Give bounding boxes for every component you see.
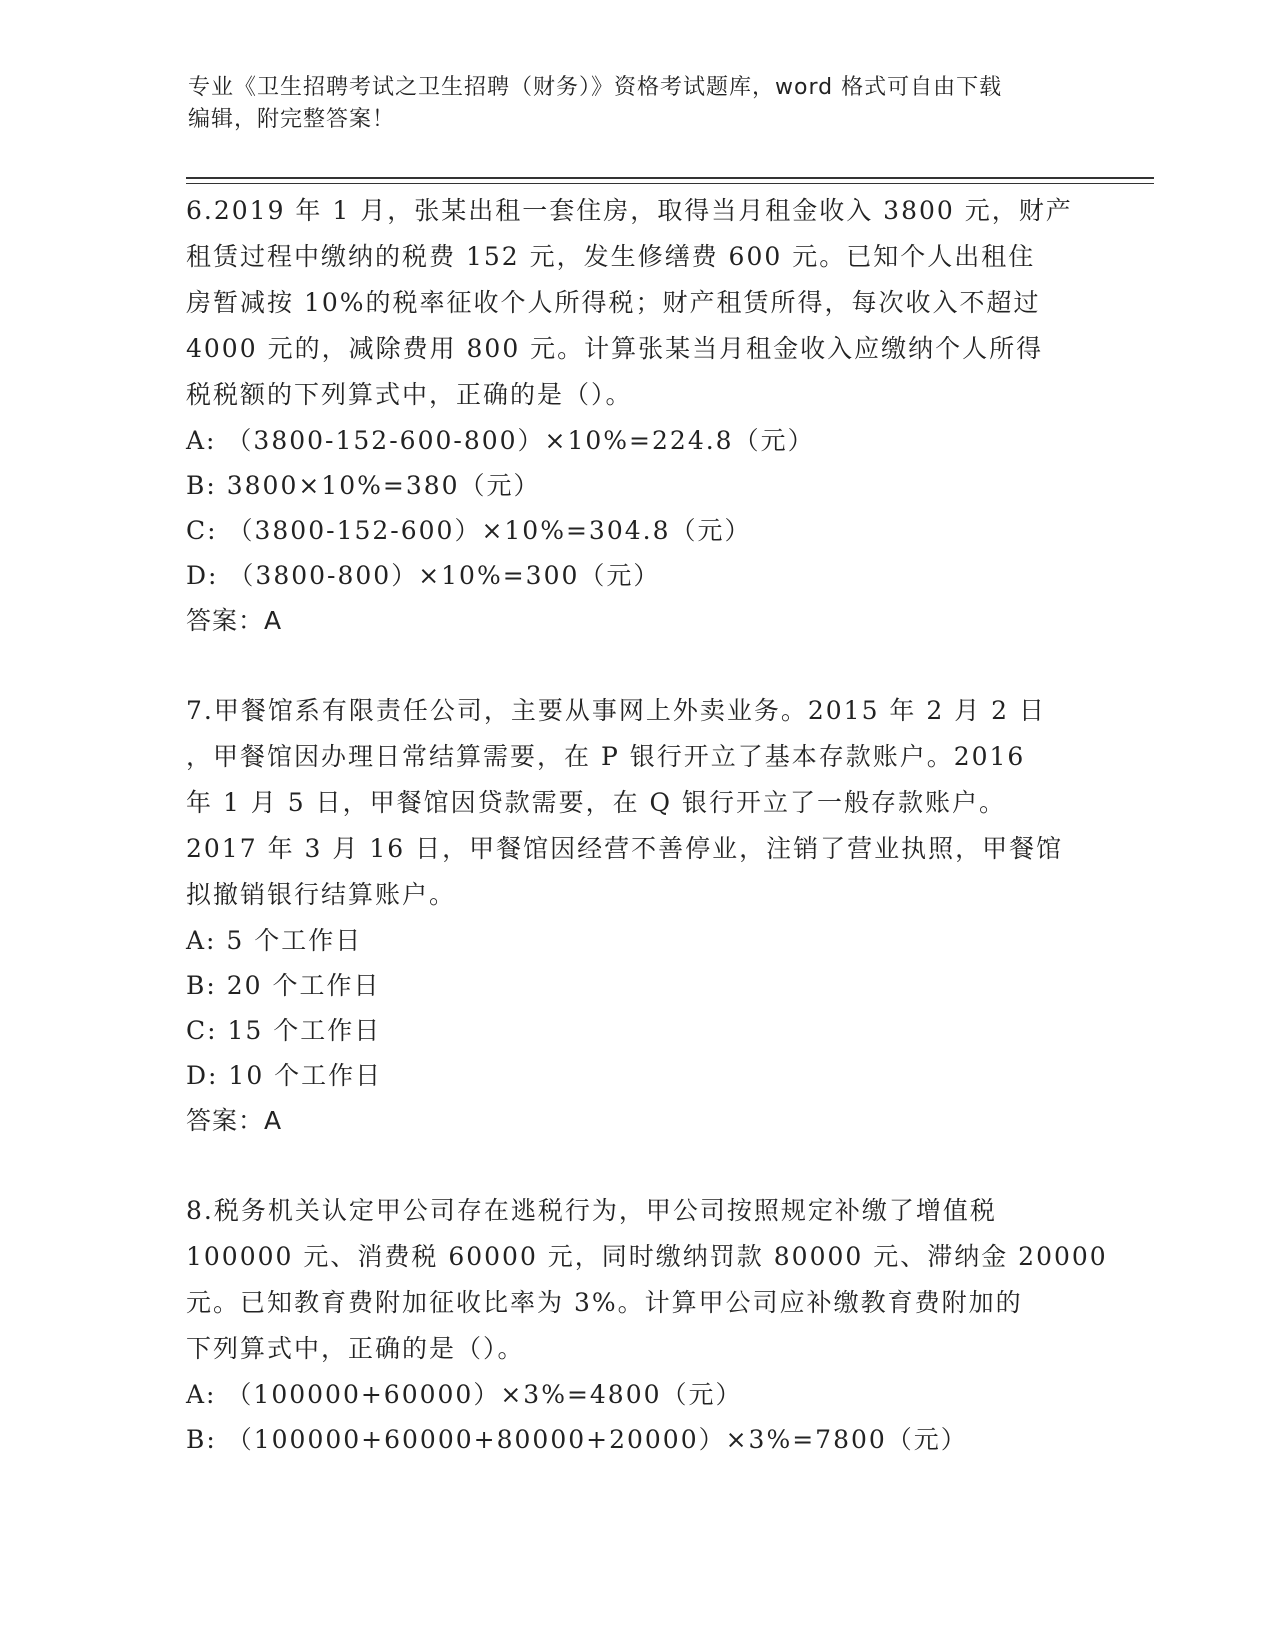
question-stem-line: 房暂减按 10%的税率征收个人所得税；财产租赁所得，每次收入不超过: [186, 288, 1041, 317]
question-stem-line: 下列算式中，正确的是（）。: [186, 1334, 525, 1363]
answer-label: 答案：A: [186, 606, 283, 635]
question-stem-line: 年 1 月 5 日，甲餐馆因贷款需要，在 Q 银行开立了一般存款账户。: [186, 788, 1006, 817]
question-6: [186, 188, 1086, 644]
question-stem-line: 4000 元的，减除费用 800 元。计算张某当月租金收入应缴纳个人所得: [186, 334, 1044, 363]
question-stem-line: 6.2019 年 1 月，张某出租一套住房，取得当月租金收入 3800 元，财产: [186, 196, 1073, 225]
question-8: [186, 1188, 1108, 1462]
header-line-2: 编辑，附完整答案！: [188, 107, 396, 132]
question-7: [186, 688, 1086, 1144]
option-b: B: 3800×10%=380（元）: [186, 471, 541, 500]
question-stem-line: 税税额的下列算式中，正确的是（）。: [186, 380, 633, 409]
option-a: A: （100000+60000）×3%=4800（元）: [186, 1380, 743, 1409]
document-header: [188, 72, 1088, 136]
header-rule-thin: [186, 183, 1154, 184]
option-c: C: 15 个工作日: [186, 1016, 382, 1045]
option-c: C: （3800-152-600）×10%=304.8（元）: [186, 516, 752, 545]
question-stem-line: ，甲餐馆因办理日常结算需要，在 P 银行开立了基本存款账户。2016: [186, 742, 1026, 771]
question-stem-line: 8.税务机关认定甲公司存在逃税行为，甲公司按照规定补缴了增值税: [186, 1196, 997, 1225]
question-stem-line: 2017 年 3 月 16 日，甲餐馆因经营不善停业，注销了营业执照，甲餐馆: [186, 834, 1064, 863]
question-stem-line: 元。已知教育费附加征收比率为 3%。计算甲公司应补缴教育费附加的: [186, 1288, 1023, 1317]
question-stem-line: 拟撤销银行结算账户。: [186, 880, 457, 909]
question-stem-line: 100000 元、消费税 60000 元，同时缴纳罚款 80000 元、滞纳金 20000: [186, 1242, 1108, 1271]
option-d: D: 10 个工作日: [186, 1061, 383, 1090]
option-b: B: 20 个工作日: [186, 971, 381, 1000]
header-rule-thick: [186, 177, 1154, 179]
question-stem-line: 7.甲餐馆系有限责任公司，主要从事网上外卖业务。2015 年 2 月 2 日: [186, 696, 1047, 725]
option-b: B: （100000+60000+80000+20000）×3%=7800（元）: [186, 1425, 968, 1454]
option-a: A: 5 个工作日: [186, 926, 363, 955]
question-stem-line: 租赁过程中缴纳的税费 152 元，发生修缮费 600 元。已知个人出租住: [186, 242, 1036, 271]
header-line-1: 专业《卫生招聘考试之卫生招聘（财务）》资格考试题库，word 格式可自由下载: [188, 75, 1003, 100]
option-d: D: （3800-800）×10%=300（元）: [186, 561, 661, 590]
option-a: A: （3800-152-600-800）×10%=224.8（元）: [186, 426, 815, 455]
answer-label: 答案：A: [186, 1106, 283, 1135]
